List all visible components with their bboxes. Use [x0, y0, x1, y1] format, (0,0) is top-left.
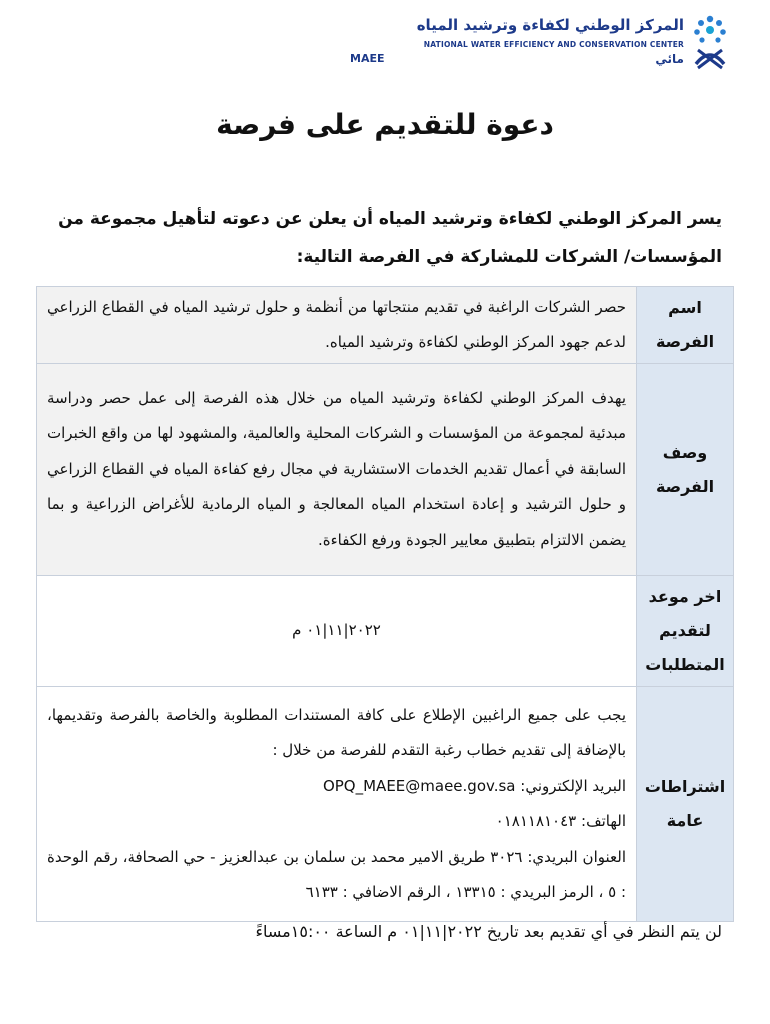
email-label: البريد الإلكتروني:	[520, 776, 626, 795]
phone-value: ٠١٨١١٨١٠٤٣	[495, 812, 577, 830]
email-link[interactable]: OPQ_MAEE@maee.gov.sa	[322, 776, 516, 795]
org-abbr-arabic: مائي	[655, 52, 684, 66]
footer-note: لن يتم النظر في أي تقديم بعد تاريخ ٢٠٢٢|١١|٠١ م الساعة ١٥:٠٠مساءً	[255, 922, 722, 941]
label-deadline: اخر موعد لتقديم المتطلبات	[637, 576, 734, 687]
label-opportunity-description: وصف الفرصة	[637, 364, 734, 576]
address-label: العنوان البريدي:	[527, 847, 626, 866]
org-name-arabic: المركز الوطني لكفاءة وترشيد المياه	[416, 16, 684, 34]
phone-label: الهاتف:	[581, 812, 626, 830]
table-row-deadline	[37, 576, 734, 687]
water-drops-logo-icon	[690, 14, 730, 72]
value-general-terms	[37, 687, 637, 922]
intro-paragraph: يسر المركز الوطني لكفاءة وترشيد المياه أن يعلن عن دعوته لتأهيل مجموعة من المؤسسات/ الشركات للمشاركة في الفرصة التالية:	[58, 209, 722, 267]
general-terms-intro: يجب على جميع الراغبين الإطلاع على كافة المستندات المطلوبة والخاصة بالفرصة وتقديمها، بالإضافة إلى تقديم خطاب رغبة التقدم للفرصة من خلال :	[47, 705, 626, 759]
header	[350, 14, 730, 72]
org-abbr-english: MAEE	[350, 52, 385, 65]
phone-line	[47, 804, 626, 840]
opportunity-table	[36, 286, 734, 922]
page-title: دعوة للتقديم على فرصة	[216, 108, 554, 141]
email-line	[47, 769, 626, 805]
value-deadline: ٢٠٢٢|١١|٠١ م	[37, 576, 637, 687]
address-line	[47, 840, 626, 911]
table-row-opportunity-name	[37, 287, 734, 364]
label-opportunity-name: اسم الفرصة	[637, 287, 734, 364]
value-opportunity-description: يهدف المركز الوطني لكفاءة وترشيد المياه من خلال هذه الفرصة إلى عمل حصر ودراسة مبدئية لمجموعة من المؤسسات و الشركات المحلية والعالمية، والمشهود لها من واقع الخبرات السابقة في أعمال تقديم الخدمات الاستشارية في مجال رفع كفاءة المياه في القطاع الزراعي و حلول الترشيد و إعادة استخدام المياه المعالجة و المياه الرمادية للأغراض الزراعية و بما يضمن الالتزام بتطبيق معايير الجودة ورفع الكفاءة.	[37, 364, 637, 576]
org-name-english: NATIONAL WATER EFFICIENCY AND CONSERVATION CENTER	[423, 40, 684, 49]
value-opportunity-name: حصر الشركات الراغبة في تقديم منتجاتها من أنظمة و حلول ترشيد المياه في القطاع الزراعي لدعم جهود المركز الوطني لكفاءة وترشيد المياه.	[37, 287, 637, 364]
table-row-opportunity-description	[37, 364, 734, 576]
label-general-terms: اشتراطات عامة	[637, 687, 734, 922]
address-value: ٣٠٢٦ طريق الامير محمد بن سلمان بن عبدالعزيز - حي الصحافة، رقم الوحدة : ٥ ، الرمز البريدي : ١٣٣١٥ ، الرقم الاضافي : ٦١٣٣	[47, 847, 626, 901]
table-row-general-terms	[37, 687, 734, 922]
